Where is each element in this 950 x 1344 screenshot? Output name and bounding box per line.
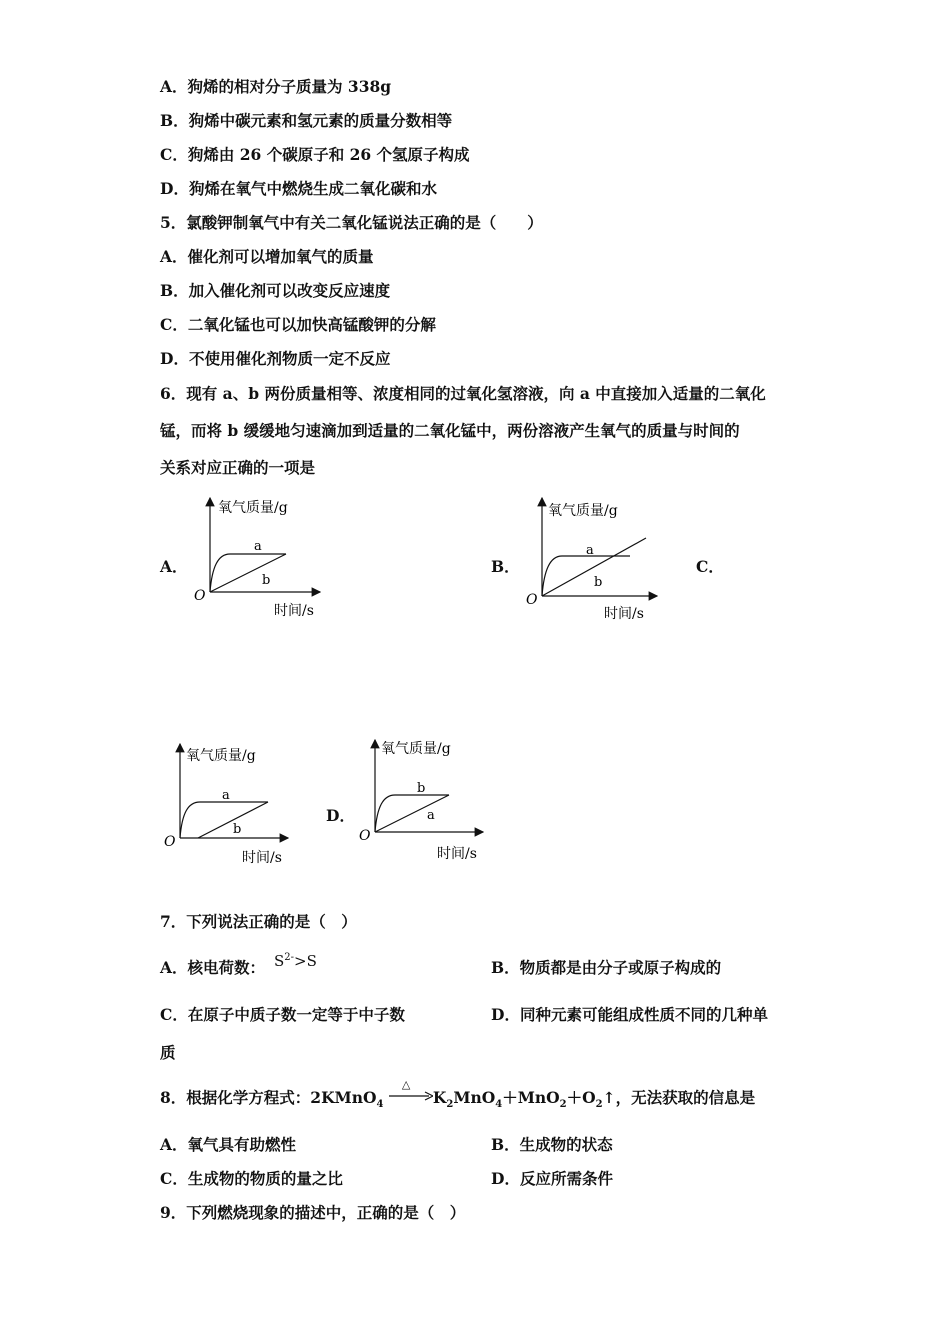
- curve-a-label: a: [222, 788, 230, 803]
- y-axis-label: 氧气质量/g: [186, 748, 256, 764]
- q4-option-a: A．狗烯的相对分子质量为 338g: [160, 77, 392, 96]
- q7-option-d-line2: 质: [160, 1043, 176, 1062]
- origin-label: O: [194, 588, 206, 604]
- curve-a-label: a: [427, 808, 435, 823]
- q4-option-c: C．狗烯由 26 个碳原子和 26 个氢原子构成: [160, 145, 470, 164]
- q9-stem: 9．下列燃烧现象的描述中，正确的是（ ）: [160, 1203, 466, 1222]
- q8-option-d: D．反应所需条件: [491, 1169, 613, 1188]
- q7-option-b: B．物质都是由分子或原子构成的: [491, 958, 722, 977]
- origin-label: O: [359, 828, 371, 844]
- q7-option-a: A．核电荷数：: [160, 958, 266, 977]
- q7-stem: 7．下列说法正确的是（ ）: [160, 912, 357, 931]
- q7-option-d-line1: D．同种元素可能组成性质不同的几种单: [491, 1005, 768, 1024]
- curve-b-label: b: [594, 575, 603, 590]
- q5-stem: 5．氯酸钾制氧气中有关二氧化锰说法正确的是（ ）: [160, 213, 543, 232]
- q8-option-b: B．生成物的状态: [491, 1135, 613, 1154]
- q6-stem-line1: 6．现有 a、b 两份质量相等、浓度相同的过氧化氢溶液，向 a 中直接加入适量的二氧化: [160, 384, 766, 403]
- heat-condition: △: [401, 1078, 411, 1091]
- curve-a: [542, 556, 630, 596]
- graph-c: [160, 738, 300, 873]
- x-axis-label: 时间/s: [242, 850, 282, 866]
- q6-label-d: D．: [326, 806, 355, 825]
- curve-a: [180, 802, 268, 838]
- x-axis-label: 时间/s: [437, 846, 477, 862]
- curve-a-label: a: [586, 543, 594, 558]
- q5-option-a: A．催化剂可以增加氧气的质量: [160, 247, 374, 266]
- graph-a: [190, 492, 330, 622]
- q4-option-d: D．狗烯在氧气中燃烧生成二氧化碳和水: [160, 179, 437, 198]
- q8-option-a: A．氧气具有助燃性: [160, 1135, 297, 1154]
- reaction-arrow: [389, 1078, 433, 1109]
- x-axis-label: 时间/s: [274, 603, 314, 619]
- graph-b: [522, 492, 672, 622]
- origin-label: O: [526, 592, 538, 608]
- q8-option-c: C．生成物的物质的量之比: [160, 1169, 343, 1188]
- curve-a: [375, 795, 449, 832]
- curve-b-label: b: [233, 822, 242, 837]
- q6-label-b: B．: [491, 557, 520, 576]
- graph-d: [355, 734, 495, 869]
- q8-stem: 8．根据化学方程式：2KMnO$_4$ △ $K_2MnO_4+MnO_2+O_2↑$，无法获取的信息是: [160, 1088, 755, 1115]
- q7-option-c: C．在原子中质子数一定等于中子数: [160, 1005, 405, 1024]
- curve-a-label: a: [254, 539, 262, 554]
- q7-option-a-formula: $S^{2-}>S$: [274, 952, 317, 970]
- curve-b: [210, 554, 286, 592]
- curve-b-label: b: [262, 573, 271, 588]
- curve-b-label: b: [417, 781, 426, 796]
- y-axis-label: 氧气质量/g: [381, 741, 451, 757]
- q5-option-b: B．加入催化剂可以改变反应速度: [160, 281, 391, 300]
- q4-option-b: B．狗烯中碳元素和氢元素的质量分数相等: [160, 111, 453, 130]
- q5-option-d: D．不使用催化剂物质一定不反应: [160, 349, 391, 368]
- q6-stem-line2: 锰，而将 b 缓缓地匀速滴加到适量的二氧化锰中，两份溶液产生氧气的质量与时间的: [160, 421, 740, 440]
- q6-label-a: A．: [160, 557, 188, 576]
- q5-option-c: C．二氧化锰也可以加快高锰酸钾的分解: [160, 315, 436, 334]
- x-axis-label: 时间/s: [604, 606, 644, 622]
- q6-stem-line3: 关系对应正确的一项是: [160, 458, 316, 477]
- origin-label: O: [164, 834, 176, 850]
- y-axis-label: 氧气质量/g: [218, 500, 288, 516]
- q6-label-c: C．: [696, 557, 724, 576]
- y-axis-label: 氧气质量/g: [548, 503, 618, 519]
